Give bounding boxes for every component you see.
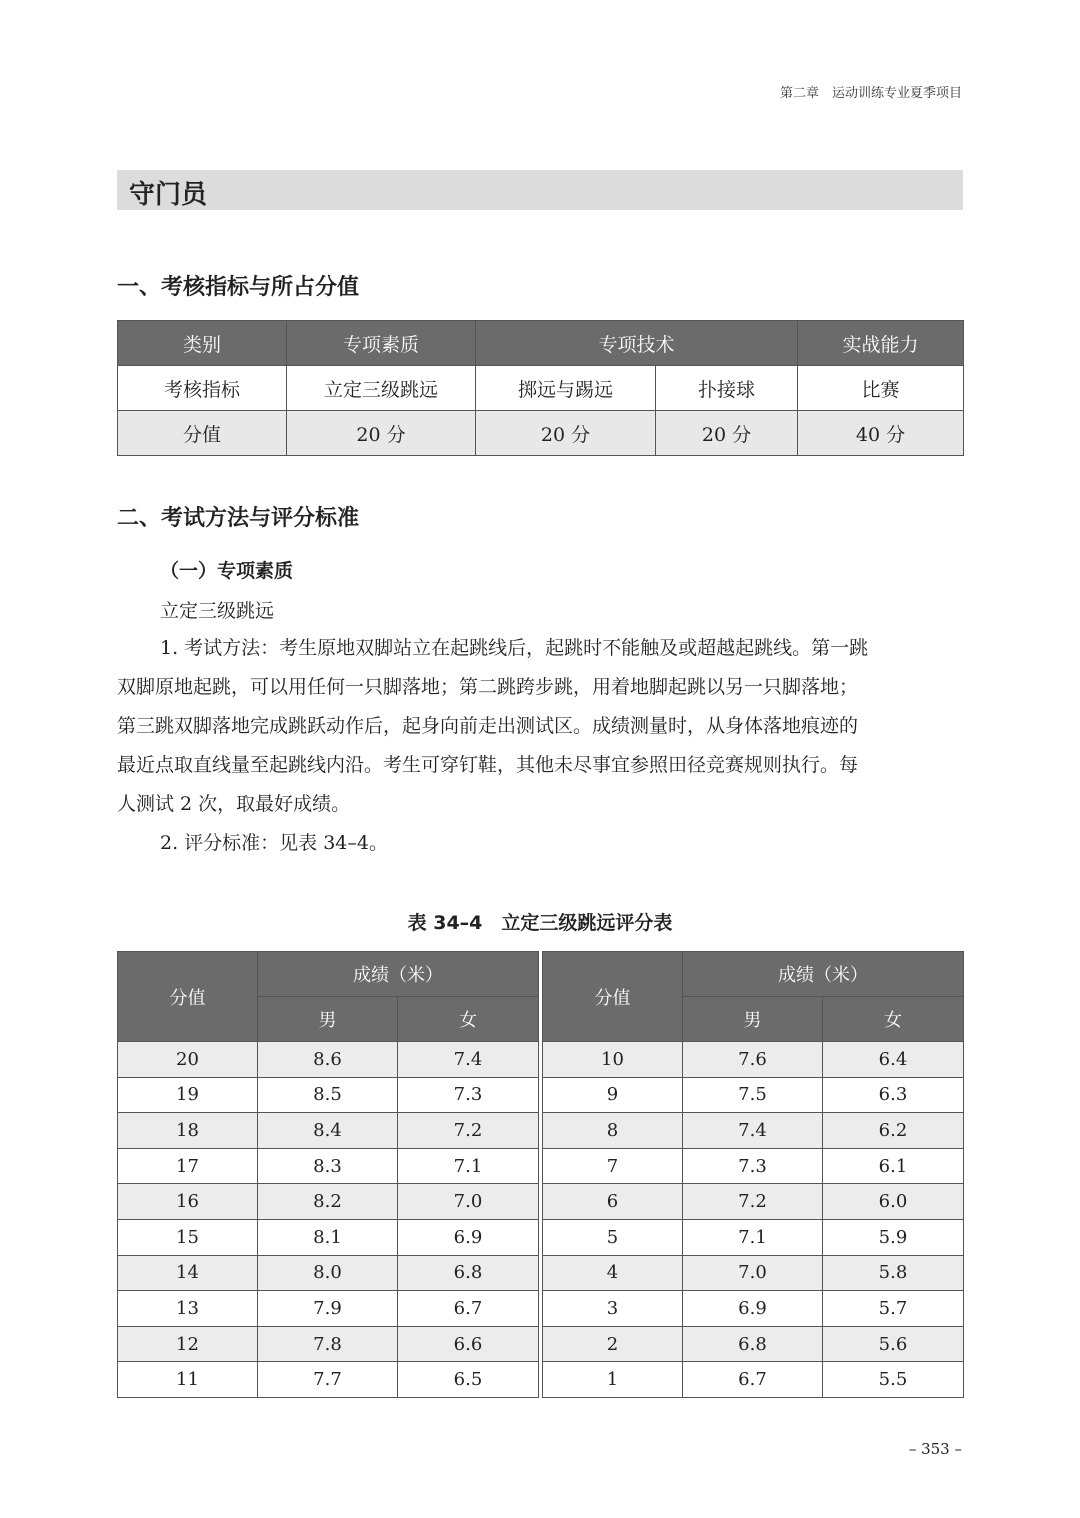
female-result-cell: 6.7 (398, 1291, 539, 1327)
score-cell: 19 (118, 1077, 258, 1113)
male-result-cell: 7.6 (683, 1042, 823, 1078)
male-result-cell: 7.1 (683, 1219, 823, 1255)
table-row (543, 1077, 964, 1113)
header-male: 男 (258, 997, 398, 1042)
header-female: 女 (823, 997, 964, 1042)
table-cell: 扑接球 (656, 366, 798, 411)
table-row (543, 1219, 964, 1255)
female-result-cell: 5.7 (823, 1291, 964, 1327)
score-cell: 16 (118, 1184, 258, 1220)
table-row (118, 1148, 539, 1184)
male-result-cell: 8.4 (258, 1113, 398, 1149)
female-result-cell: 6.9 (398, 1219, 539, 1255)
table-cell: 40 分 (798, 411, 964, 456)
female-result-cell: 7.0 (398, 1184, 539, 1220)
paragraph-line: 第三跳双脚落地完成跳跃动作后，起身向前走出测试区。成绩测量时，从身体落地痕迹的 (117, 715, 859, 737)
row-label: 分值 (118, 411, 287, 456)
header-combat-ability: 实战能力 (798, 321, 964, 366)
header-special-skill: 专项技术 (476, 321, 798, 366)
male-result-cell: 8.1 (258, 1219, 398, 1255)
table-row (543, 1362, 964, 1398)
table-cell: 比赛 (798, 366, 964, 411)
table-row (118, 1042, 539, 1078)
score-cell: 12 (118, 1326, 258, 1362)
male-result-cell: 8.6 (258, 1042, 398, 1078)
section1-heading: 一、考核指标与所占分值 (117, 274, 360, 300)
row-label: 考核指标 (118, 366, 287, 411)
score-table-right (542, 951, 964, 1398)
table-cell: 20 分 (656, 411, 798, 456)
header-score: 分值 (118, 952, 258, 1042)
page-title: 守门员 (129, 180, 208, 210)
table-cell: 立定三级跳远 (287, 366, 476, 411)
item-title: 立定三级跳远 (160, 600, 275, 622)
male-result-cell: 8.2 (258, 1184, 398, 1220)
table-cell: 20 分 (287, 411, 476, 456)
female-result-cell: 6.0 (823, 1184, 964, 1220)
score-cell: 2 (543, 1326, 683, 1362)
female-result-cell: 7.4 (398, 1042, 539, 1078)
header-result: 成绩（米） (683, 952, 964, 997)
table-row (543, 1148, 964, 1184)
score-cell: 3 (543, 1291, 683, 1327)
paragraph-line: 最近点取直线量至起跳线内沿。考生可穿钉鞋，其他未尽事宜参照田径竞赛规则执行。每 (117, 754, 859, 776)
table-row (118, 411, 964, 456)
male-result-cell: 7.9 (258, 1291, 398, 1327)
score-cell: 11 (118, 1362, 258, 1398)
male-result-cell: 7.2 (683, 1184, 823, 1220)
table-row (543, 1255, 964, 1291)
score-cell: 13 (118, 1291, 258, 1327)
male-result-cell: 8.5 (258, 1077, 398, 1113)
female-result-cell: 7.3 (398, 1077, 539, 1113)
table-row (543, 1291, 964, 1327)
female-result-cell: 6.5 (398, 1362, 539, 1398)
score-cell: 9 (543, 1077, 683, 1113)
score-cell: 6 (543, 1184, 683, 1220)
male-result-cell: 6.8 (683, 1326, 823, 1362)
female-result-cell: 7.1 (398, 1148, 539, 1184)
score-table-left (117, 951, 539, 1398)
male-result-cell: 8.0 (258, 1255, 398, 1291)
female-result-cell: 5.9 (823, 1219, 964, 1255)
female-result-cell: 6.6 (398, 1326, 539, 1362)
table-row (118, 1113, 539, 1149)
score-cell: 1 (543, 1362, 683, 1398)
male-result-cell: 7.0 (683, 1255, 823, 1291)
table-row (543, 1326, 964, 1362)
male-result-cell: 7.8 (258, 1326, 398, 1362)
table-row (118, 366, 964, 411)
header-male: 男 (683, 997, 823, 1042)
table-cell: 掷远与踢远 (476, 366, 656, 411)
table-row (118, 1255, 539, 1291)
male-result-cell: 6.7 (683, 1362, 823, 1398)
header-category: 类别 (118, 321, 287, 366)
table-row (118, 1326, 539, 1362)
table-row (543, 1113, 964, 1149)
female-result-cell: 6.2 (823, 1113, 964, 1149)
male-result-cell: 7.7 (258, 1362, 398, 1398)
female-result-cell: 6.8 (398, 1255, 539, 1291)
score-cell: 15 (118, 1219, 258, 1255)
title-bar (117, 170, 963, 210)
section2-heading: 二、考试方法与评分标准 (117, 505, 360, 531)
table-row (543, 1042, 964, 1078)
score-cell: 14 (118, 1255, 258, 1291)
table-caption: 表 34–4 立定三级跳远评分表 (407, 912, 673, 934)
standard-line: 2. 评分标准：见表 34–4。 (160, 832, 388, 854)
male-result-cell: 8.3 (258, 1148, 398, 1184)
header-score: 分值 (543, 952, 683, 1042)
table-row (118, 1219, 539, 1255)
female-result-cell: 6.3 (823, 1077, 964, 1113)
indicator-table (117, 320, 964, 456)
score-cell: 17 (118, 1148, 258, 1184)
female-result-cell: 6.1 (823, 1148, 964, 1184)
sub-heading: （一）专项素质 (160, 560, 294, 582)
header-special-quality: 专项素质 (287, 321, 476, 366)
page-number: – 353 – (908, 1440, 962, 1458)
paragraph-line: 双脚原地起跳，可以用任何一只脚落地；第二跳跨步跳，用着地脚起跳以另一只脚落地； (117, 676, 859, 698)
female-result-cell: 5.6 (823, 1326, 964, 1362)
paragraph-line: 人测试 2 次，取最好成绩。 (117, 793, 351, 815)
table-row (118, 1184, 539, 1220)
score-cell: 20 (118, 1042, 258, 1078)
male-result-cell: 7.3 (683, 1148, 823, 1184)
paragraph-line: 1. 考试方法：考生原地双脚站立在起跳线后，起跳时不能触及或超越起跳线。第一跳 (160, 637, 869, 659)
method-paragraph (117, 629, 963, 863)
female-result-cell: 6.4 (823, 1042, 964, 1078)
score-cell: 18 (118, 1113, 258, 1149)
female-result-cell: 5.5 (823, 1362, 964, 1398)
male-result-cell: 6.9 (683, 1291, 823, 1327)
score-cell: 10 (543, 1042, 683, 1078)
score-cell: 5 (543, 1219, 683, 1255)
table-row (118, 1077, 539, 1113)
male-result-cell: 7.4 (683, 1113, 823, 1149)
table-cell: 20 分 (476, 411, 656, 456)
score-cell: 7 (543, 1148, 683, 1184)
female-result-cell: 7.2 (398, 1113, 539, 1149)
header-female: 女 (398, 997, 539, 1042)
running-head: 第二章 运动训练专业夏季项目 (779, 86, 962, 101)
male-result-cell: 7.5 (683, 1077, 823, 1113)
header-result: 成绩（米） (258, 952, 539, 997)
table-row (543, 1184, 964, 1220)
female-result-cell: 5.8 (823, 1255, 964, 1291)
table-row (118, 1291, 539, 1327)
score-cell: 8 (543, 1113, 683, 1149)
score-cell: 4 (543, 1255, 683, 1291)
table-row (118, 1362, 539, 1398)
